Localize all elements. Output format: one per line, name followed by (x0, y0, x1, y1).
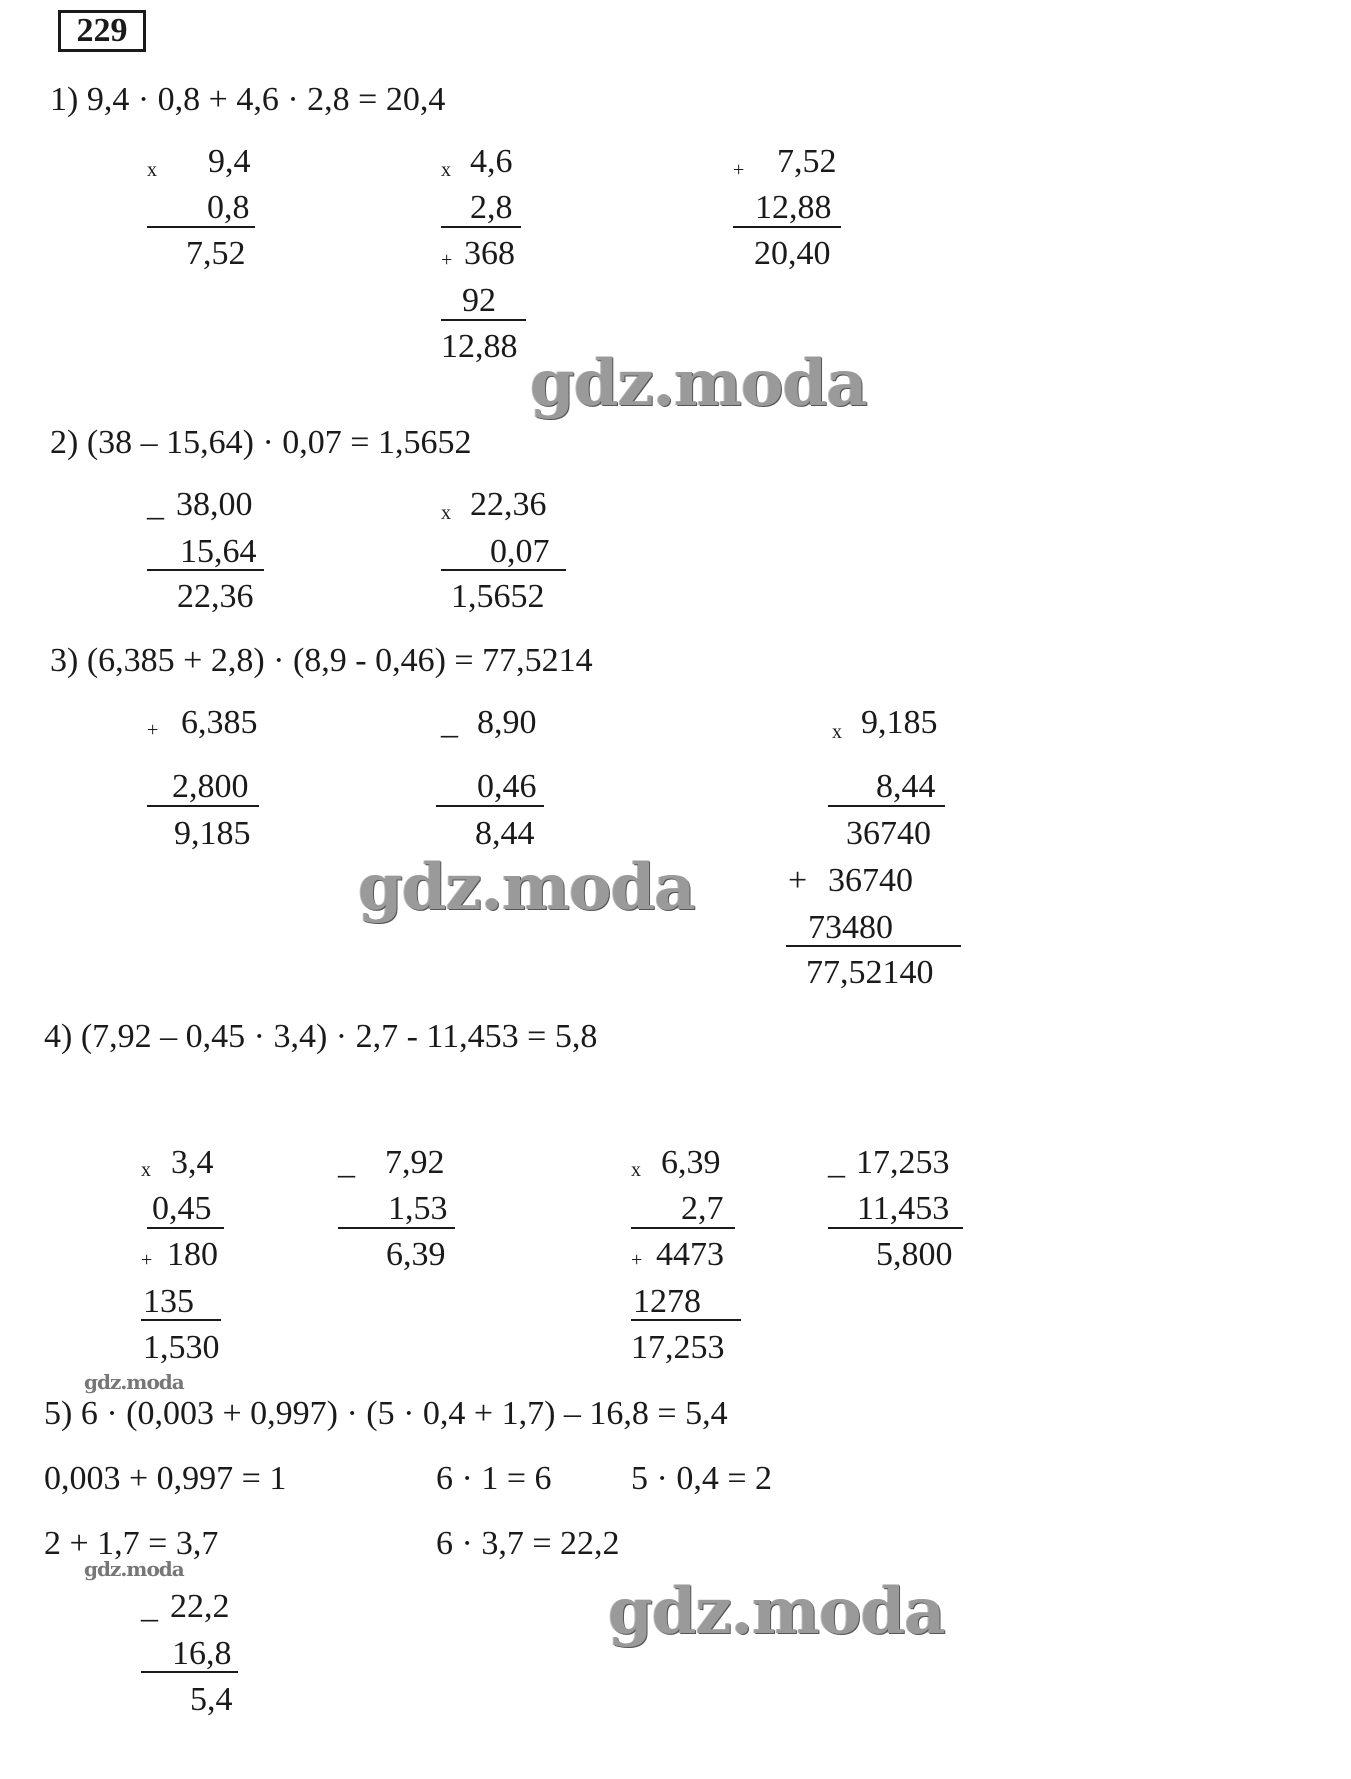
operand-1: 6,39 (661, 1144, 721, 1181)
divider-line (147, 226, 255, 228)
operator: + (733, 159, 745, 181)
operand-2: 15,64 (180, 533, 257, 570)
operand-1: 9,4 (208, 143, 251, 180)
result: 20,40 (754, 235, 831, 272)
result: 9,185 (174, 815, 251, 852)
problem-2-equation: 2) (38 – 15,64) · 0,07 = 1,5652 (50, 424, 472, 461)
divider-line-2 (631, 1319, 741, 1321)
divider-line (338, 1227, 455, 1229)
operand-1: 9,185 (861, 704, 938, 741)
result: 12,88 (441, 328, 518, 365)
result: 7,52 (186, 235, 246, 272)
partial-1: 36740 (846, 815, 931, 852)
divider-line (147, 805, 259, 807)
partial-3: 73480 (808, 909, 893, 946)
operand-2: 0,46 (477, 768, 537, 805)
partial-2: 1278 (633, 1283, 701, 1320)
result: 6,39 (386, 1236, 446, 1273)
operator-2: + (631, 1249, 643, 1271)
operator: + (147, 719, 159, 741)
divider-line (141, 1671, 238, 1673)
partial-1: 4473 (656, 1236, 724, 1273)
result: 17,253 (631, 1329, 725, 1366)
operand-2: 8,44 (876, 768, 936, 805)
operand-2: 2,800 (172, 768, 249, 805)
problem-5-equation: 5) 6 · (0,003 + 0,997) · (5 · 0,4 + 1,7) – 16,8 = 5,4 (44, 1395, 728, 1432)
divider-line-2 (441, 319, 526, 321)
operand-1: 22,36 (470, 486, 547, 523)
step-2: 6 · 1 = 6 (436, 1460, 552, 1497)
watermark: gdz.moda (530, 346, 867, 421)
operand-2: 0,45 (152, 1190, 212, 1227)
operand-1: 38,00 (176, 486, 253, 523)
operand-1: 8,90 (477, 704, 537, 741)
result: 1,5652 (451, 578, 545, 615)
operator-2: + (788, 862, 808, 899)
operator: x (147, 159, 157, 181)
operand-1: 7,92 (385, 1144, 445, 1181)
watermark: gdz.moda (608, 1574, 945, 1649)
divider-line-2 (786, 945, 961, 947)
step-5: 6 · 3,7 = 22,2 (436, 1525, 620, 1562)
partial-2: 135 (143, 1283, 194, 1320)
divider-line (441, 569, 566, 571)
divider-line (828, 805, 945, 807)
problem-1-equation: 1) 9,4 · 0,8 + 4,6 · 2,8 = 20,4 (50, 81, 446, 118)
operator: x (441, 502, 451, 524)
operand-1: 17,253 (856, 1144, 950, 1181)
partial-2: 36740 (828, 862, 913, 899)
operator-2: + (441, 249, 453, 271)
operand-1: 7,52 (777, 143, 837, 180)
operand-2: 11,453 (857, 1190, 950, 1227)
watermark-small: gdz.moda (84, 1557, 184, 1581)
operator: x (141, 1159, 151, 1181)
divider-line (436, 805, 544, 807)
partial-2: 92 (462, 282, 496, 319)
partial-1: 180 (167, 1236, 218, 1273)
operator: _ (338, 1144, 355, 1181)
operand-2: 0,8 (207, 189, 250, 226)
result: 5,4 (190, 1681, 233, 1718)
operand-2: 1,53 (388, 1190, 448, 1227)
result: 22,36 (177, 578, 254, 615)
operand-1: 6,385 (181, 704, 258, 741)
divider-line (147, 1227, 224, 1229)
result: 1,530 (143, 1329, 220, 1366)
result: 8,44 (475, 815, 535, 852)
divider-line (441, 226, 521, 228)
operator: x (832, 721, 842, 743)
operand-2: 0,07 (490, 533, 550, 570)
operator-2: + (141, 1249, 153, 1271)
divider-line (147, 569, 264, 571)
operator: _ (441, 704, 458, 741)
watermark-small: gdz.moda (84, 1370, 184, 1394)
operator: _ (147, 486, 164, 523)
task-number: 229 (58, 10, 146, 52)
operand-2: 2,7 (681, 1190, 724, 1227)
operand-2: 12,88 (755, 189, 832, 226)
operator: _ (141, 1588, 158, 1625)
operator: _ (828, 1144, 845, 1181)
operator: x (631, 1159, 641, 1181)
watermark: gdz.moda (358, 850, 695, 925)
operand-2: 16,8 (172, 1635, 232, 1672)
divider-line (631, 1227, 735, 1229)
step-1: 0,003 + 0,997 = 1 (44, 1460, 287, 1497)
operand-1: 3,4 (171, 1144, 214, 1181)
divider-line-2 (141, 1319, 221, 1321)
problem-3-equation: 3) (6,385 + 2,8) · (8,9 - 0,46) = 77,5214 (50, 642, 593, 679)
operand-2: 2,8 (470, 189, 513, 226)
operator: x (441, 159, 451, 181)
step-4: 2 + 1,7 = 3,7 (44, 1525, 219, 1562)
step-3: 5 · 0,4 = 2 (631, 1460, 772, 1497)
result: 77,52140 (806, 954, 934, 991)
divider-line (828, 1227, 963, 1229)
divider-line (733, 226, 841, 228)
result: 5,800 (876, 1236, 953, 1273)
problem-4-equation: 4) (7,92 – 0,45 · 3,4) · 2,7 - 11,453 = 5,8 (44, 1018, 598, 1055)
operand-1: 4,6 (470, 143, 513, 180)
operand-1: 22,2 (170, 1588, 230, 1625)
partial-1: 368 (464, 235, 515, 272)
